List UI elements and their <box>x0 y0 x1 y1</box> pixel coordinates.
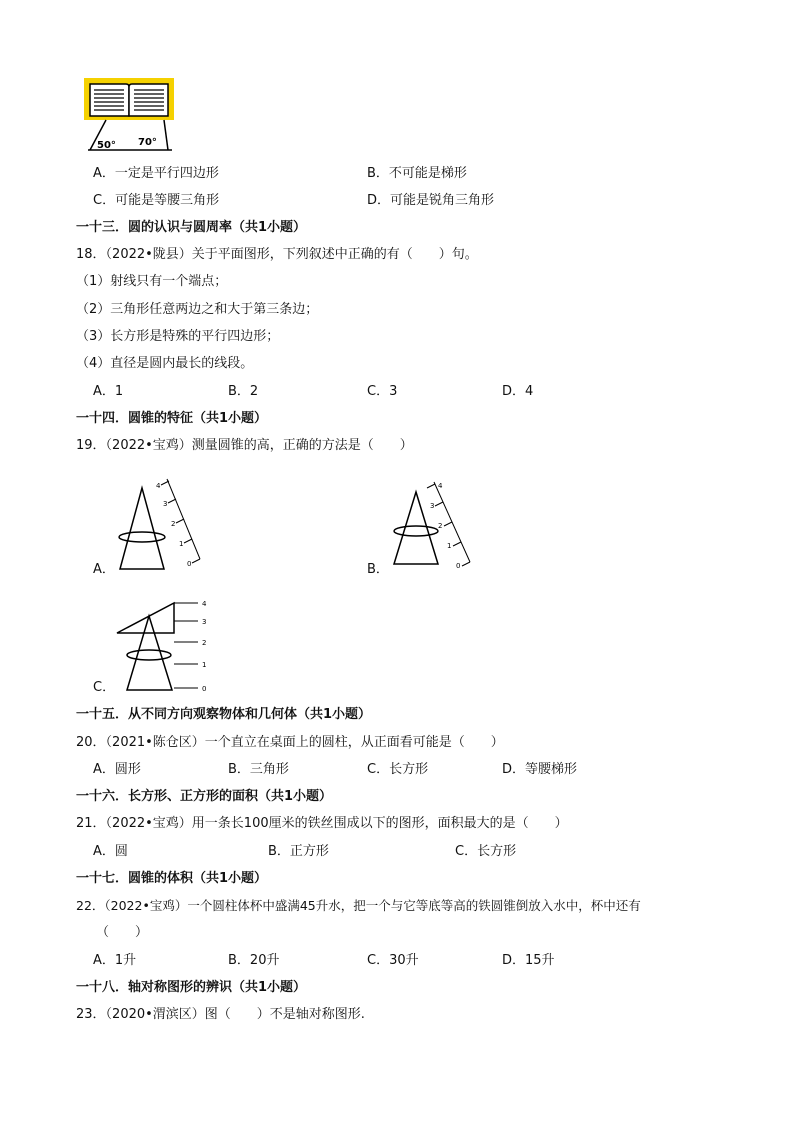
q19a-tick-3: 3 <box>163 500 168 508</box>
section-16-heading: 一十六．长方形、正方形的面积（共1小题） <box>76 789 333 804</box>
q19c-tick-0: 0 <box>202 685 207 693</box>
q18-item-2: （2）三角形任意两边之和大于第三条边； <box>76 302 319 317</box>
q19a-tick-2: 2 <box>171 520 176 528</box>
q19c-tick-4: 4 <box>202 600 207 608</box>
q19b-tick-1: 1 <box>447 542 452 550</box>
q22-option-b: B．20升 <box>228 953 280 968</box>
q19-figure-b <box>388 474 483 574</box>
q22-option-d: D．15升 <box>502 953 555 968</box>
q18-option-a: A．1 <box>93 384 124 399</box>
q22-stem-line1: 22．（2022•宝鸡）一个圆柱体杯中盛满45升水，把一个与它等底等高的铁圆锥倒放入水中，杯中还有 <box>76 898 641 913</box>
q20-option-c: C．长方形 <box>367 762 429 777</box>
q22-option-c: C．30升 <box>367 953 419 968</box>
q19a-tick-0: 0 <box>187 560 192 568</box>
section-18-heading: 一十八．轴对称图形的辨识（共1小题） <box>76 980 307 995</box>
q18-item-3: （3）长方形是特殊的平行四边形； <box>76 329 280 344</box>
q19b-tick-3: 3 <box>430 502 435 510</box>
q20-stem: 20．（2021•陈仓区）一个直立在桌面上的圆柱，从正面看可能是（ ） <box>76 735 504 750</box>
q17-option-c: C．可能是等腰三角形 <box>93 193 220 208</box>
q21-option-a: A．圆 <box>93 844 128 859</box>
section-13-heading: 一十三．圆的认识与圆周率（共1小题） <box>76 220 307 235</box>
q18-item-1: （1）射线只有一个端点； <box>76 274 228 289</box>
section-17-heading: 一十七．圆锥的体积（共1小题） <box>76 871 268 886</box>
q19-figure-a <box>112 474 207 574</box>
q19b-tick-0: 0 <box>456 562 461 570</box>
q17-option-b: B．不可能是梯形 <box>367 166 467 181</box>
q20-option-d: D．等腰梯形 <box>502 762 578 777</box>
q21-stem: 21．（2022•宝鸡）用一条长100厘米的铁丝围成以下的图形，面积最大的是（ ） <box>76 816 568 831</box>
q19-option-b: B． <box>367 562 389 577</box>
q19b-tick-2: 2 <box>438 522 443 530</box>
q19c-tick-3: 3 <box>202 618 207 626</box>
q17-option-a: A．一定是平行四边形 <box>93 166 219 181</box>
q18-option-c: C．3 <box>367 384 398 399</box>
q18-stem: 18．（2022•陇县）关于平面图形，下列叙述中正确的有（ ）句。 <box>76 247 478 262</box>
q19-option-c: C． <box>93 680 116 695</box>
q17-option-d: D．可能是锐角三角形 <box>367 193 495 208</box>
q19b-tick-4: 4 <box>438 482 443 490</box>
q19-stem: 19．（2022•宝鸡）测量圆锥的高，正确的方法是（ ） <box>76 438 413 453</box>
angle-50-label: 50° <box>97 140 116 151</box>
q20-option-b: B．三角形 <box>228 762 289 777</box>
q19c-tick-1: 1 <box>202 661 207 669</box>
q18-option-b: B．2 <box>228 384 259 399</box>
q18-item-4: （4）直径是圆内最长的线段。 <box>76 356 254 371</box>
q22-stem-line2: （ ） <box>96 925 149 940</box>
q19a-tick-4: 4 <box>156 482 161 490</box>
q20-option-a: A．圆形 <box>93 762 141 777</box>
q21-option-c: C．长方形 <box>455 844 517 859</box>
open-book-figure <box>84 78 184 154</box>
q18-option-d: D．4 <box>502 384 534 399</box>
q19-option-a: A． <box>93 562 115 577</box>
section-14-heading: 一十四．圆锥的特征（共1小题） <box>76 411 268 426</box>
angle-70-label: 70° <box>138 137 157 148</box>
section-15-heading: 一十五．从不同方向观察物体和几何体（共1小题） <box>76 707 372 722</box>
q22-option-a: A．1升 <box>93 953 137 968</box>
q23-stem: 23．（2020•渭滨区）图（ ）不是轴对称图形. <box>76 1007 365 1022</box>
q19a-tick-1: 1 <box>179 540 184 548</box>
q19-figure-c <box>112 598 212 694</box>
q21-option-b: B．正方形 <box>268 844 329 859</box>
q19c-tick-2: 2 <box>202 639 207 647</box>
